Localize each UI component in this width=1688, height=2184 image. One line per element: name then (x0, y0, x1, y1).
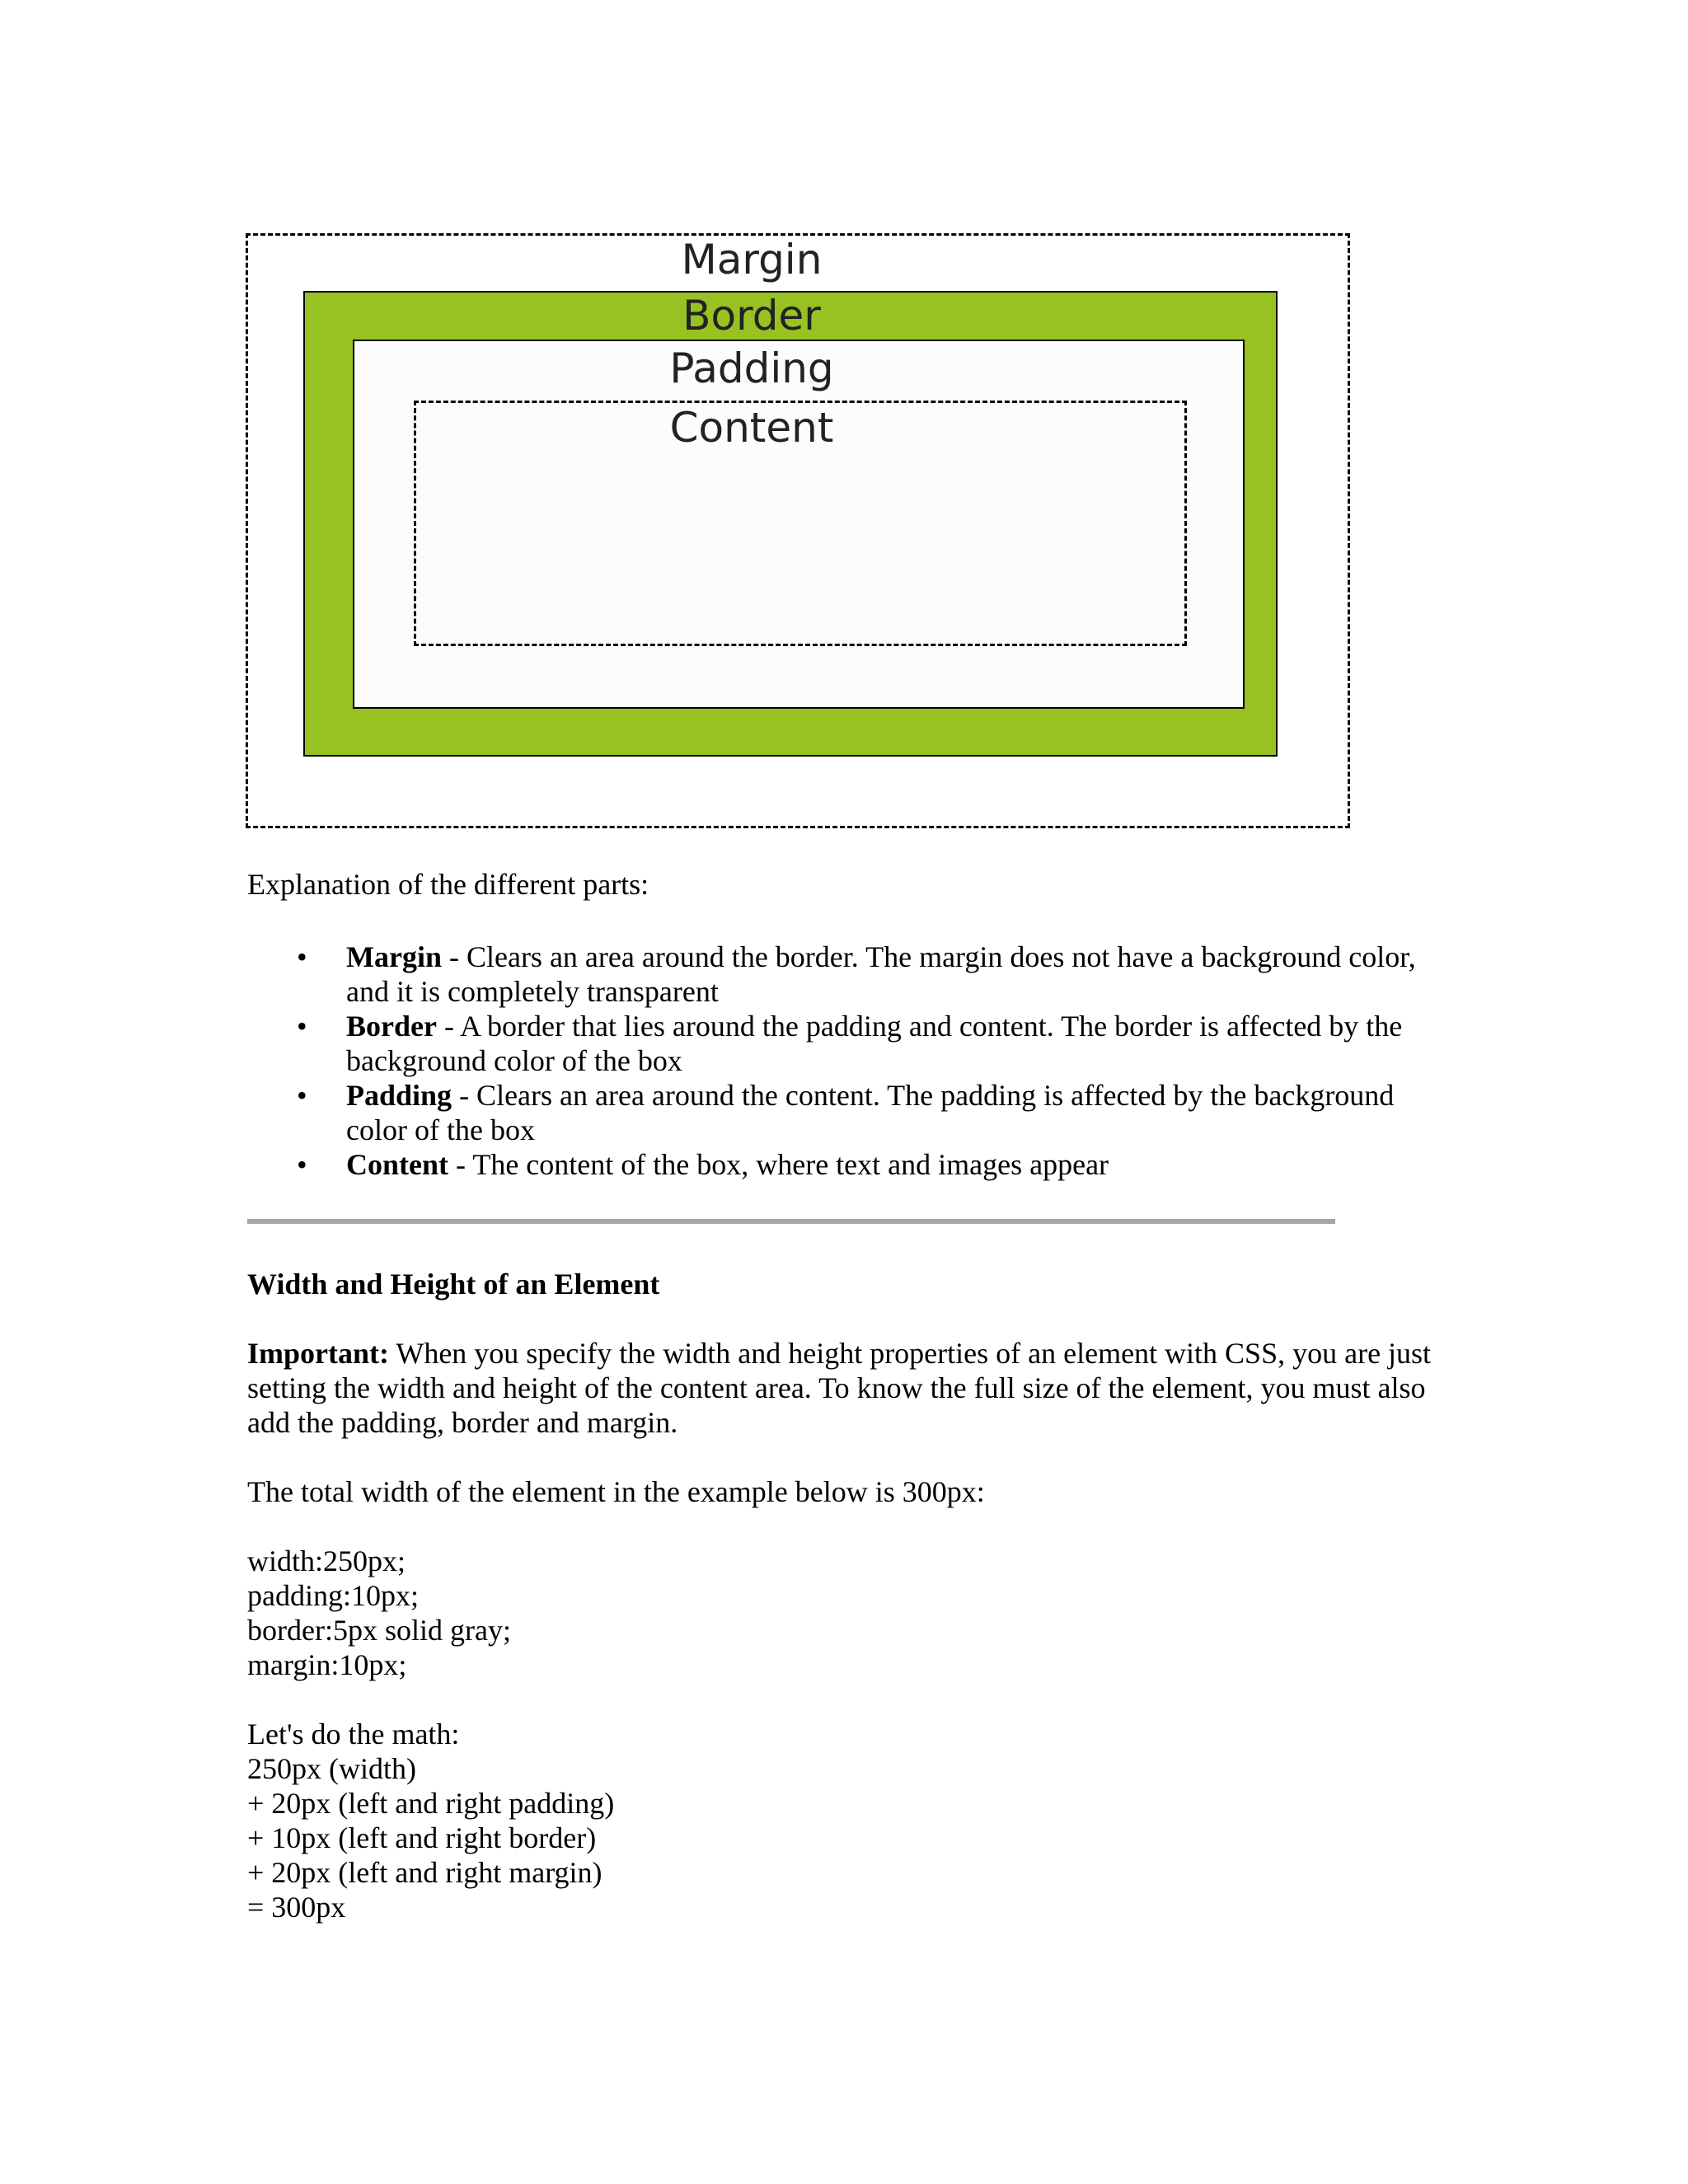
bullet-icon: • (297, 940, 307, 973)
list-item-description: - Clears an area around the border. The margin does not have a background color, and it is completely transparent (346, 940, 1416, 1008)
intro-text: Explanation of the different parts: (247, 868, 649, 901)
list-item-description: - A border that lies around the padding and content. The border is affected by the background color of the box (346, 1010, 1403, 1077)
horizontal-divider (247, 1219, 1335, 1224)
code-line: padding:10px; (247, 1579, 419, 1612)
list-item-term: Margin (346, 940, 442, 973)
padding-label: Padding (669, 344, 834, 392)
code-line: margin:10px; (247, 1648, 407, 1681)
total-width-text: The total width of the element in the example below is 300px: (247, 1475, 985, 1508)
list-item-term: Content (346, 1148, 448, 1181)
box-model-diagram (0, 0, 1688, 832)
list-item-term: Border (346, 1010, 437, 1043)
code-line: border:5px solid gray; (247, 1614, 511, 1647)
important-paragraph (247, 1336, 1451, 1440)
list-item-description: - The content of the box, where text and images appear (448, 1148, 1109, 1181)
math-line: 250px (width) (247, 1752, 416, 1785)
section-heading: Width and Height of an Element (247, 1268, 660, 1301)
list-item-description: - Clears an area around the content. The padding is affected by the background color of the box (346, 1079, 1395, 1146)
math-line: + 20px (left and right margin) (247, 1856, 603, 1889)
math-line: + 10px (left and right border) (247, 1821, 597, 1854)
list-item (247, 1009, 1451, 1078)
margin-label: Margin (681, 236, 823, 284)
parts-list (247, 940, 1451, 1182)
list-item (247, 1147, 1451, 1182)
important-lead: Important: (247, 1337, 389, 1370)
bullet-icon: • (297, 1148, 307, 1181)
content-label: Content (669, 404, 834, 452)
list-item-term: Padding (346, 1079, 452, 1112)
list-item (247, 1078, 1451, 1147)
css-example (247, 1544, 511, 1682)
list-item (247, 940, 1451, 1009)
math-example (247, 1717, 614, 1924)
math-line: Let's do the math: (247, 1718, 460, 1750)
math-line: + 20px (left and right padding) (247, 1787, 615, 1820)
math-line: = 300px (247, 1891, 346, 1924)
bullet-icon: • (297, 1010, 307, 1043)
border-label: Border (682, 292, 821, 340)
bullet-icon: • (297, 1079, 307, 1112)
important-body: When you specify the width and height properties of an element with CSS, you are just setting the width and height of the content area. To know the full size of the element, you must also add the padding, border and margin. (247, 1337, 1432, 1439)
code-line: width:250px; (247, 1544, 406, 1577)
